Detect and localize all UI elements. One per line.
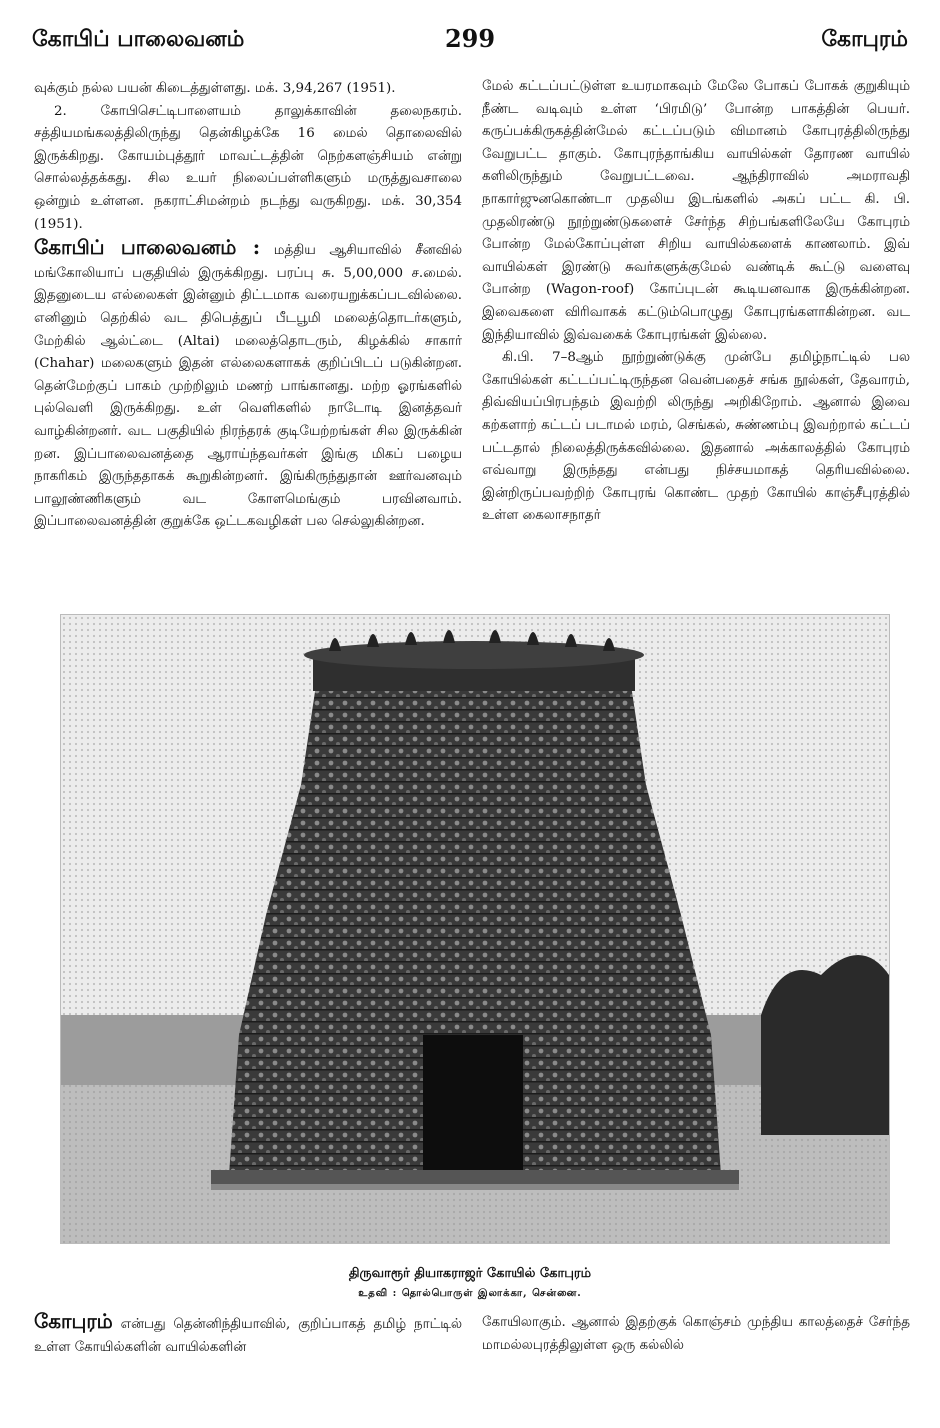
entry-body-gobi-desert: மத்திய ஆசியாவில் சீனவில் மங்கோலியாப் பகுதியில் இருக்கிறது. பரப்பு சு. 5,00,000 ச.மைல். இதனுடைய எல்லைகள் இன்னும் திட்டமாக வரையறுக்கப்படவில்லை. எனினும் தெற்கில் வட திபெத்துப் பீடபூமி மலைத்தொடர்களும், மேற்கில் ஆல்ட்டை (Altai) மலைத்தொடரும், கிழக்கில் சாகார் (Chahar) மலைகளும் இதன் எல்லைகளாகக் குறிப்பிடப் படுகின்றன. தென்மேற்குப் பாகம் முற்றிலும் மணற் பாங்கானது. மற்ற ஓரங்களில் புல்வெளி இருக்கிறது. உள் வெளிகளில் நாடோடி இனத்தவர் வாழ்கின்றனர். வட பகுதியில் நிரந்தரக் குடியேற்றங்கள் சில இருக்கின் றன. இப்பாலைவனத்தை ஆராய்ந்தவர்கள் இங்கு மிகப் பழைய நாகரிகம் இருந்ததாகக் கூறுகின்றனர். இங்கிருந்துதான் ஊர்வனவும் பாலூண்ணிகளும் வட கோளமெங்கும் பரவினவாம். இப்பாலைவனத்தின் குறுக்கே ஒட்டகவழிகள் பல செல்லுகின்றன. — [34, 243, 462, 530]
entry-heading-gobi-desert: கோபிப் பாலைவனம் : — [34, 235, 261, 260]
entry-heading-gopuram: கோபுரம் — [34, 1309, 113, 1333]
right-column — [482, 76, 910, 528]
paragraph-gopuram-history: கி.பி. 7–8ஆம் நூற்றுண்டுக்கு முன்பே தமிழ்நாட்டில் பல கோயில்கள் கட்டப்பட்டிருந்தன வென்பதைச் சங்க நூல்கள், தேவாரம், திவ்வியப்பிரபந்தம் இவற்றி லிருந்து அறிகிறோம். ஆனால் இவை கற்களாற் கட்டப் படாமல் மரம், செங்கல், சுண்ணம்பு இவற்றால் கட்டப் பட்டதால் நிலைத்திருக்கவில்லை. இதனால் அக்காலத்தில் கோபுரம் எவ்வாறு இருந்தது என்பது நிச்சயமாகத் தெரியவில்லை. இன்றிருப்பவற்றிற் கோபுரங் கொண்ட முதற் கோயில் காஞ்சீபுரத்தில் உள்ள கைலாசநாதர் — [482, 350, 910, 524]
running-head-right: கோபுரம் — [821, 26, 908, 52]
bottom-left-column — [34, 1310, 462, 1359]
page-header — [0, 0, 940, 60]
figure-caption: திருவாரூர் தியாகராஜர் கோயில் கோபுரம் — [348, 1266, 592, 1281]
page-number: 299 — [444, 24, 496, 53]
temple-gopuram-photo — [60, 614, 890, 1244]
paragraph-continued: வுக்கும் நல்ல பயன் கிடைத்துள்ளது. மக். 3,94,267 (1951). — [34, 81, 396, 96]
gopuram-illustration — [61, 615, 889, 1243]
paragraph-gobichettipalayam: 2. கோபிசெட்டிபாளையம் தாலுக்காவின் தலைநகரம். சத்தியமங்கலத்திலிருந்து தென்கிழக்கே 16 மைல் தொலைவில் இருக்கிறது. கோயம்புத்தூர் மாவட்டத்தின் நெற்களஞ்சியம் என்று சொல்லத்தக்கது. சில உயர் நிலைப்பள்ளிகளும் மருத்துவசாலை ஒன்றும் உள்ளன. நகராட்சிமன்றம் நடந்து வருகிறது. மக். 30,354 (1951). — [34, 103, 462, 232]
figure-credit: உதவி : தொல்பொருள் இலாக்கா, சென்னை. — [358, 1288, 582, 1299]
bottom-right-column — [482, 1312, 910, 1357]
paragraph-gopuram-definition: மேல் கட்டப்பட்டுள்ள உயரமாகவும் மேலே போகப் போகக் குறுகியும் நீண்ட வடிவும் உள்ள ‘பிரமிடு’ போன்ற பாகத்தின் பெயர். கருப்பக்கிருகத்தின்மேல் கட்டப்படும் விமானம் கோபுரத்திலிருந்து வேறுபட்ட தாகும். கோபுரந்தாங்கிய வாயில்கள் தோரண வாயில் களிலிருந்தும் வேறுபட்டவை. ஆந்திராவில் அமராவதி நாகார்ஜுனகொண்டா முதலிய இடங்களில் அகப் பட்ட கி. பி. முதலிரண்டு நூற்றுண்டுகளைச் சேர்ந்த சிற்பங்களிலேயே கோபுரம் போன்ற மேல்கோப்புள்ள சிறிய வாயில்களைக் காணலாம். இவ் வாயில்கள் இரண்டு சுவர்களுக்குமேல் வண்டிக் கூட்டு வளைவு போன்ற (Wagon-roof) கோப்புடன் கூடியனவாக இருக்கின்றன. இவைகளை விரிவாகக் கட்டும்பொழுது கோபுரங்களாகின்றன. வட இந்தியாவில் இவ்வகைக் கோபுரங்கள் இல்லை. — [482, 79, 910, 343]
entry-gopuram — [34, 1310, 462, 1359]
paragraph-kailasanathar-continued: கோயிலாகும். ஆனால் இதற்குக் கொஞ்சம் முந்திய காலத்தைச் சேர்ந்த மாமல்லபுரத்திலுள்ள ஒரு கல்லில் — [482, 1315, 910, 1353]
left-column — [34, 78, 462, 534]
entry-gobi-desert — [34, 236, 462, 534]
running-head-left: கோபிப் பாலைவனம் — [32, 26, 245, 52]
entry-body-gopuram: என்பது தென்னிந்தியாவில், குறிப்பாகத் தமிழ் நாட்டில் உள்ள கோயில்களின் வாயில்களின் — [34, 1317, 462, 1355]
